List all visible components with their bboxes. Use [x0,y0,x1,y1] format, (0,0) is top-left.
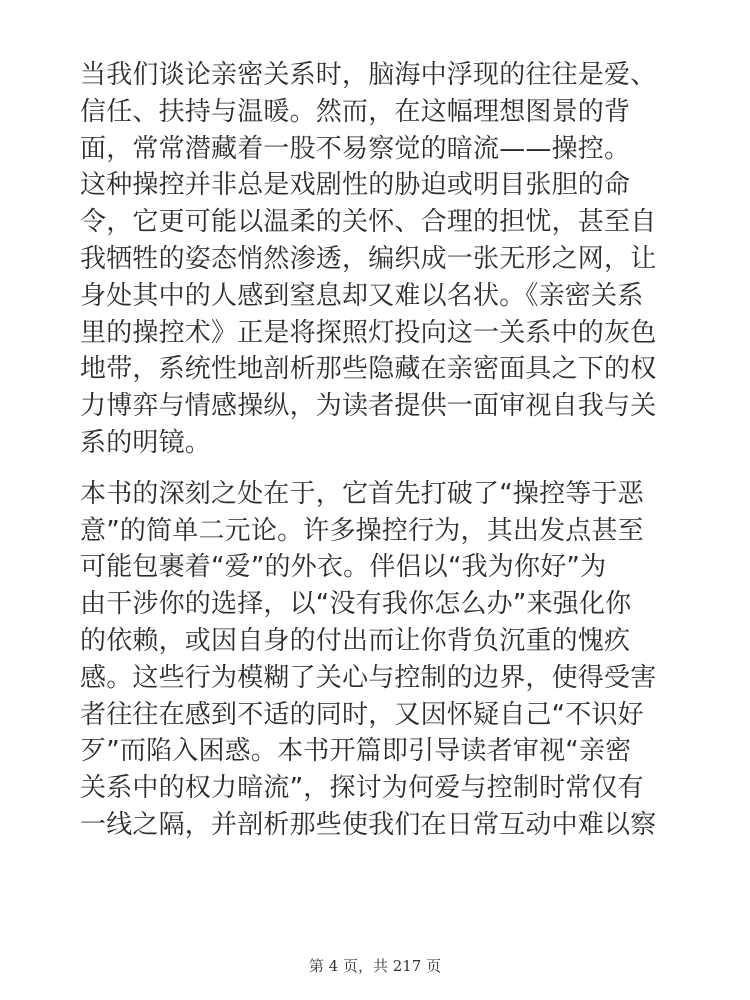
text-line: 者往往在感到不适的同时，又因怀疑自己“不识好 [80,699,644,730]
text-line: 面，常常潜藏着一股不易察觉的暗流——操控。 [80,133,631,164]
text-line: 感。这些行为模糊了关心与控制的边界，使得受害 [80,662,657,693]
text-line: 歹”而陷入困惑。本书开篇即引导读者审视“亲密 [80,736,632,767]
text-line: 一线之隔，并剖析那些使我们在日常互动中难以察 [80,809,657,840]
text-line: 我牺牲的姿态悄然渗透，编织成一张无形之网，让 [80,243,657,274]
text-line: 地带，系统性地剖析那些隐藏在亲密面具之下的权 [80,354,657,385]
text-line: 令，它更可能以温柔的关怀、合理的担忧，甚至自 [80,207,657,238]
body-text [80,57,680,858]
text-line: 里的操控术》正是将探照灯投向这一关系中的灰色 [80,317,657,348]
text-line: 力博弈与情感操纵，为读者提供一面审视自我与关 [80,391,657,422]
text-line: 由干涉你的选择，以“没有我你怎么办”来强化你 [80,589,632,620]
text-line: 的依赖，或因自身的付出而让你背负沉重的愧疚 [80,625,631,656]
text-line: 意”的简单二元论。许多操控行为，其出发点甚至 [80,515,644,546]
paragraph-1 [80,57,680,462]
text-line: 关系中的权力暗流”，探讨为何爱与控制时常仅有 [80,773,644,804]
text-line: 身处其中的人感到窒息却又难以名状。《亲密关系 [80,280,644,311]
paragraph-2 [80,476,680,844]
text-line: 可能包裹着“爱”的外衣。伴侣以“我为你好”为 [80,552,607,583]
text-line: 本书的深刻之处在于，它首先打破了“操控等于恶 [80,478,644,509]
text-line: 信任、扶持与温暖。然而，在这幅理想图景的背 [80,96,631,127]
text-line: 当我们谈论亲密关系时，脑海中浮现的往往是爱、 [80,60,657,90]
page-number-footer: 第 4 页，共 217 页 [308,957,442,975]
text-line: 这种操控并非总是戏剧性的胁迫或明目张胆的命 [80,170,631,201]
text-line: 系的明镜。 [80,427,212,458]
